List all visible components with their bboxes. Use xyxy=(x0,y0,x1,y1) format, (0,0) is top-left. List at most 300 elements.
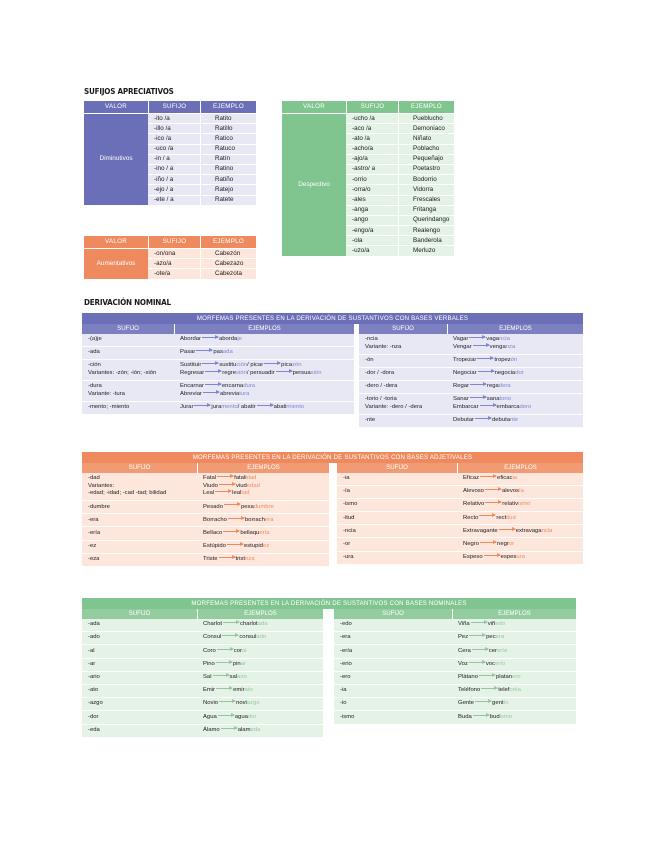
arrow-icon xyxy=(473,715,489,716)
suffix-cell: -ero xyxy=(340,674,351,681)
derived-suffix: ería xyxy=(259,529,270,536)
suffix-cell: -dumbre xyxy=(88,503,110,510)
derived-suffix: azgo xyxy=(246,700,260,707)
header-ejemplo: EJEMPLO xyxy=(398,101,454,113)
example-base: Tropezar xyxy=(453,356,477,363)
example-base: Agua xyxy=(203,713,217,720)
derived-suffix: ción xyxy=(236,362,248,369)
derived-stem: novi xyxy=(236,700,247,707)
arrow-icon xyxy=(219,701,235,702)
suffix-cell: -on/ona xyxy=(154,249,176,257)
example-base: Triste xyxy=(203,555,218,562)
header-sufijo: SUFIJO xyxy=(128,610,151,617)
examples-cell xyxy=(447,370,583,378)
derived-suffix: eda xyxy=(250,726,261,733)
derived-stem: cer xyxy=(488,647,497,654)
example-base: Relativo xyxy=(463,501,485,508)
table-header xyxy=(84,236,256,248)
table-right-body xyxy=(334,619,576,725)
table-row xyxy=(346,245,454,255)
derived-stem: agua xyxy=(234,713,248,720)
arrow-icon xyxy=(469,337,485,338)
derived-suffix: ismo xyxy=(518,501,531,508)
table-header xyxy=(337,463,583,473)
derived-stem: sana xyxy=(486,396,500,403)
derived-stem: negocia xyxy=(494,370,516,377)
example-line xyxy=(453,357,583,365)
derived-stem: estupid xyxy=(243,542,263,549)
example-cell: Ratuco xyxy=(200,144,256,154)
example-base: Embarcar xyxy=(453,403,479,410)
suffix-cell: -ura xyxy=(343,553,354,560)
arrow-icon xyxy=(216,688,232,689)
header-ejemplos: EJEMPLOS xyxy=(174,324,354,334)
suffix-cell: -dad Variantes: -edad; -idad; -cad -tad; bilidad xyxy=(88,475,167,497)
suffix-cell: -era xyxy=(340,634,351,641)
examples-cell xyxy=(174,349,354,357)
example-cell: Ratiño xyxy=(200,175,256,185)
example-base: Vengar xyxy=(453,343,472,350)
table-row xyxy=(148,248,256,258)
derived-suffix: al xyxy=(241,647,247,654)
arrow-icon xyxy=(223,622,239,623)
arrow-icon xyxy=(227,544,243,545)
derived-stem: rect xyxy=(496,514,507,521)
arrow-icon xyxy=(479,675,495,676)
example-line xyxy=(458,674,576,682)
example-line xyxy=(203,700,323,708)
example-base: Bellaco xyxy=(203,529,223,536)
table-left-body xyxy=(82,473,329,567)
derived-stem: consul xyxy=(239,634,257,641)
examples-cell xyxy=(452,714,576,722)
example-cell: Cabezazo xyxy=(200,259,256,269)
table-row xyxy=(359,355,583,368)
suffix-cell: -dor / -dora xyxy=(365,370,395,377)
arrow-icon xyxy=(257,405,273,406)
derived-stem: eficac xyxy=(497,475,513,482)
derived-suffix: ado xyxy=(256,634,267,641)
table-aumentativos xyxy=(84,236,256,279)
suffix-cell: -era xyxy=(88,516,99,523)
derived-stem: bellaqu xyxy=(240,529,260,536)
example-base: Espeso xyxy=(463,553,483,560)
suffix-cell: -eda xyxy=(88,726,100,733)
example-base: / picar xyxy=(247,362,264,369)
suffix-cell: -aco /a xyxy=(352,124,372,132)
derived-stem: jura xyxy=(211,403,222,410)
example-cell: Pequeñajo xyxy=(398,154,454,164)
example-line xyxy=(203,517,329,525)
header-sufijo: SUFIJO xyxy=(117,325,139,332)
derived-stem: fatali xyxy=(234,475,247,482)
header-ejemplos: EJEMPLOS xyxy=(197,463,329,473)
arrow-icon xyxy=(499,529,515,530)
examples-cell xyxy=(197,687,323,695)
example-base: Estúpido xyxy=(203,542,226,549)
derived-suffix: dor xyxy=(247,713,257,720)
example-base: Abordar xyxy=(180,336,201,343)
header-sufijo: SUFIJO xyxy=(346,101,398,113)
table-header xyxy=(84,101,256,113)
derived-stem: pas xyxy=(213,349,223,356)
suffix-cell: -ino / a xyxy=(154,165,174,173)
examples-cell xyxy=(447,336,583,351)
arrow-icon xyxy=(485,502,501,503)
examples-cell xyxy=(452,687,576,695)
table-title: MORFEMAS PRESENTES EN LA DERIVACIÓN DE SUSTANTIVOS CON BASES NOMINALES xyxy=(82,598,576,609)
example-line xyxy=(203,621,323,629)
derived-suffix: tura xyxy=(239,390,250,397)
table-row xyxy=(82,672,323,685)
derived-stem: voc xyxy=(485,660,495,667)
suffix-cell: -ucho /a xyxy=(352,114,375,122)
arrow-icon xyxy=(480,405,496,406)
suffix-cell: -ario xyxy=(88,674,100,681)
derived-stem: extravaga xyxy=(515,527,542,534)
derived-suffix: ura xyxy=(516,553,525,560)
example-base: Debutar xyxy=(453,416,474,423)
aumentativos-label: Aumentativos xyxy=(84,248,148,279)
example-cell: Querindango xyxy=(398,215,454,225)
table-row xyxy=(334,659,576,672)
suffix-cell: -uco /a xyxy=(154,145,174,153)
header-valor: VALOR xyxy=(104,238,128,245)
table-left-half xyxy=(82,324,354,428)
suffix-cell: -ico /a xyxy=(154,134,172,142)
example-base: Emir xyxy=(203,687,216,694)
suffix-cell: -engo/a xyxy=(352,226,374,234)
table-row xyxy=(359,394,583,415)
example-cell: Bodorrio xyxy=(398,175,454,185)
table-right-half xyxy=(359,324,583,428)
example-base: Negociar xyxy=(453,370,477,377)
examples-cell xyxy=(447,396,583,411)
suffix-cell: -ismo xyxy=(340,713,355,720)
table-header xyxy=(334,609,576,619)
derived-stem: emir xyxy=(233,687,245,694)
derived-stem: pesa xyxy=(240,503,254,510)
example-line xyxy=(463,488,583,496)
suffix-cell: -ato xyxy=(88,687,99,694)
table-row xyxy=(82,501,329,514)
example-cell: Niñato xyxy=(398,134,454,144)
suffix-cell: -ón xyxy=(365,356,374,363)
suffix-cell: -azo/a xyxy=(154,259,172,267)
example-base: Buda xyxy=(458,713,472,720)
table-row xyxy=(334,619,576,632)
derived-suffix: eza xyxy=(245,555,255,562)
derived-stem: regre xyxy=(222,370,236,377)
suffix-cell: -ejo / a xyxy=(154,185,174,193)
arrow-icon xyxy=(216,662,232,663)
example-base: Viudo xyxy=(203,482,218,489)
example-base: Charlot xyxy=(203,621,222,628)
arrow-icon xyxy=(205,384,221,385)
suffix-cell: -ería xyxy=(340,647,353,654)
derived-suffix: ismo xyxy=(499,713,513,720)
suffix-cell: -itud xyxy=(343,514,355,521)
suffix-cell: -erio xyxy=(340,660,352,667)
examples-cell xyxy=(197,556,329,564)
examples-cell xyxy=(197,543,329,551)
derived-stem: aborda xyxy=(218,336,238,343)
suffix-cell: -ar xyxy=(88,660,96,667)
example-cell: Fritanga xyxy=(398,205,454,215)
table-row xyxy=(346,144,454,154)
suffix-cell: -in / a xyxy=(154,155,170,163)
example-line xyxy=(458,687,576,695)
header-sufijo: SUFIJO xyxy=(148,236,200,248)
example-line xyxy=(203,490,329,498)
derived-suffix: ncia xyxy=(541,527,553,534)
example-base: Gente xyxy=(458,700,475,707)
suffix-cell: -or xyxy=(343,540,351,547)
arrow-icon xyxy=(480,542,496,543)
example-base: Pesado xyxy=(203,503,223,510)
example-base: Coro xyxy=(203,647,216,654)
derived-stem: sustitu xyxy=(219,362,237,369)
suffix-cell: -ito /a xyxy=(154,114,170,122)
header-sufijo: SUFIJO xyxy=(128,464,151,471)
derived-suffix: dera xyxy=(498,383,511,390)
derived-stem: espes xyxy=(500,553,517,560)
derived-suffix: ez xyxy=(262,542,270,549)
table-row xyxy=(148,144,256,154)
derived-suffix: je xyxy=(237,336,242,343)
derived-suffix: ato xyxy=(244,687,253,694)
example-line xyxy=(180,370,354,378)
example-cell: Ratete xyxy=(200,195,256,205)
suffix-cell: -anga xyxy=(352,206,369,214)
table-row xyxy=(346,154,454,164)
table-row xyxy=(82,360,354,381)
despectivo-label: Despectivo xyxy=(282,113,346,256)
suffix-cell: -ismo xyxy=(343,501,358,508)
example-base: Recto xyxy=(463,514,479,521)
derived-suffix: edad xyxy=(246,482,260,489)
derived-suffix: itud xyxy=(506,514,516,521)
suffix-cell: -ato /a xyxy=(352,134,370,142)
derived-stem: pica xyxy=(281,362,292,369)
table-row xyxy=(148,113,256,123)
table-row xyxy=(82,347,354,360)
table-row xyxy=(334,698,576,711)
arrow-icon xyxy=(276,371,292,372)
derived-suffix: miento xyxy=(286,403,305,410)
example-base: Voz xyxy=(458,660,468,667)
table-row xyxy=(346,235,454,245)
derived-stem: cor xyxy=(233,647,242,654)
example-line xyxy=(203,543,329,551)
table-row xyxy=(82,711,323,724)
example-base: Encarnar xyxy=(180,383,204,390)
suffix-cell: -iño / a xyxy=(154,175,174,183)
example-line xyxy=(458,714,576,722)
example-base: Extravagante xyxy=(463,527,498,534)
suffix-cell: -dor xyxy=(88,713,99,720)
diminutivos-label: Diminutivos xyxy=(84,113,148,205)
example-line xyxy=(453,344,583,352)
example-cell: Pueblucho xyxy=(398,114,454,124)
example-line xyxy=(458,661,576,669)
example-cell: Realengo xyxy=(398,226,454,236)
examples-cell xyxy=(452,621,576,629)
derived-suffix: dumbre xyxy=(253,503,274,510)
example-base: Sanar xyxy=(453,396,469,403)
example-base: Regar xyxy=(453,383,470,390)
example-base: Sal xyxy=(203,674,212,681)
despectivo-rows xyxy=(346,113,454,256)
example-base: Pasar xyxy=(180,349,196,356)
example-base: Vagar xyxy=(453,336,469,343)
derived-suffix: ería xyxy=(496,647,508,654)
examples-cell xyxy=(452,634,576,642)
table-row xyxy=(148,154,256,164)
derived-suffix: ia xyxy=(512,475,518,482)
derived-stem: negr xyxy=(497,540,509,547)
derived-suffix: onía xyxy=(509,687,521,694)
example-line xyxy=(463,501,583,509)
derived-stem: vaga xyxy=(486,336,500,343)
suffix-cell: -ción Variantes: -zón; -ión; -sión xyxy=(88,362,157,377)
table-row xyxy=(346,205,454,215)
suffix-cell: -ola xyxy=(352,236,363,244)
example-base: Jurar xyxy=(180,403,194,410)
derived-stem: embarca xyxy=(496,403,520,410)
suffix-cell: -(a)je xyxy=(88,336,102,343)
examples-cell xyxy=(174,362,354,377)
example-base: Fatal xyxy=(203,475,217,482)
table-left-body xyxy=(82,619,323,738)
suffix-cell: -azgo xyxy=(88,700,103,707)
examples-cell xyxy=(447,383,583,391)
arrow-icon xyxy=(484,555,500,556)
examples-cell xyxy=(174,404,354,412)
table-row xyxy=(82,527,329,540)
table-bases-nominales xyxy=(82,598,576,738)
example-line xyxy=(180,362,354,370)
table-row xyxy=(82,632,323,645)
table-row xyxy=(82,402,354,415)
example-line xyxy=(203,475,329,483)
table-row xyxy=(337,473,583,486)
table-row xyxy=(148,184,256,194)
arrow-icon xyxy=(215,491,231,492)
arrow-icon xyxy=(222,635,238,636)
examples-cell xyxy=(447,417,583,425)
suffix-cell: -mento; -miento xyxy=(88,403,130,410)
table-left-half xyxy=(82,463,329,567)
table-row xyxy=(82,473,329,501)
derived-stem: viñ xyxy=(487,621,496,628)
example-base: Borracho xyxy=(203,516,227,523)
arrow-icon xyxy=(485,489,501,490)
arrow-icon xyxy=(205,371,221,372)
derived-stem: debuta xyxy=(491,416,510,423)
table-row xyxy=(82,659,323,672)
arrow-icon xyxy=(213,675,229,676)
table-row xyxy=(346,215,454,225)
example-cell: Ratejo xyxy=(200,185,256,195)
examples-cell xyxy=(197,674,323,682)
arrow-icon xyxy=(469,662,485,663)
diminutivos-rows xyxy=(148,113,256,205)
header-sufijo: SUFIJO xyxy=(382,610,404,617)
suffix-cell: -al xyxy=(88,647,95,654)
derived-suffix: dero xyxy=(519,403,532,410)
suffix-cell: -ería xyxy=(88,529,101,536)
example-line xyxy=(453,370,583,378)
header-ejemplos: EJEMPLOS xyxy=(457,463,583,473)
derived-stem: abati xyxy=(273,403,287,410)
table-row xyxy=(82,514,329,527)
example-base: Pino xyxy=(203,660,215,667)
examples-cell xyxy=(457,501,583,509)
arrow-icon xyxy=(480,476,496,477)
arrow-icon xyxy=(470,397,486,398)
derived-suffix: zón xyxy=(291,362,302,369)
suffix-cell: -nte xyxy=(365,416,376,423)
derived-suffix: erío xyxy=(495,660,506,667)
table-title: MORFEMAS PRESENTES EN LA DERIVACIÓN DE SUSTANTIVOS CON BASES VERBALES xyxy=(82,313,583,324)
derived-stem: encarna xyxy=(221,383,244,390)
example-line xyxy=(203,556,329,564)
table-row xyxy=(148,133,256,143)
derived-stem: relativ xyxy=(502,501,519,508)
example-base: Regresar xyxy=(180,370,205,377)
suffix-cell: -illo /a xyxy=(154,124,171,132)
arrow-icon xyxy=(475,418,491,419)
derived-stem: rega xyxy=(487,383,499,390)
table-row xyxy=(337,538,583,551)
example-cell: Vidorra xyxy=(398,185,454,195)
derived-stem: borrach xyxy=(244,516,265,523)
table-row xyxy=(359,334,583,355)
header-ejemplos: EJEMPLOS xyxy=(447,324,583,334)
table-row xyxy=(82,619,323,632)
derived-stem: charlot xyxy=(240,621,258,628)
table-row xyxy=(148,268,256,278)
suffix-cell: -ia xyxy=(340,687,347,694)
derived-suffix: tad xyxy=(241,490,250,497)
example-line xyxy=(180,391,354,399)
example-base: Negro xyxy=(463,540,480,547)
derived-suffix: nte xyxy=(510,416,519,423)
arrow-icon xyxy=(471,622,487,623)
example-base: Consul xyxy=(203,634,222,641)
arrow-icon xyxy=(219,484,235,485)
arrow-icon xyxy=(217,649,233,650)
examples-cell xyxy=(457,541,583,549)
derived-suffix: torio xyxy=(499,396,511,403)
derived-stem: gent xyxy=(492,700,504,707)
derived-suffix: ario xyxy=(237,674,247,681)
suffix-cell: -acho/a xyxy=(352,145,374,153)
arrow-icon xyxy=(470,384,486,385)
table-right-half xyxy=(334,609,576,738)
header-ejemplos: EJEMPLOS xyxy=(452,609,576,619)
examples-cell xyxy=(197,727,323,735)
table-row xyxy=(82,554,329,567)
example-line xyxy=(203,687,323,695)
example-line xyxy=(203,661,323,669)
table-row xyxy=(82,645,323,658)
example-base: Álamo xyxy=(203,726,220,733)
example-line xyxy=(203,727,323,735)
derived-suffix: ón xyxy=(510,356,518,363)
table-row xyxy=(337,552,583,565)
